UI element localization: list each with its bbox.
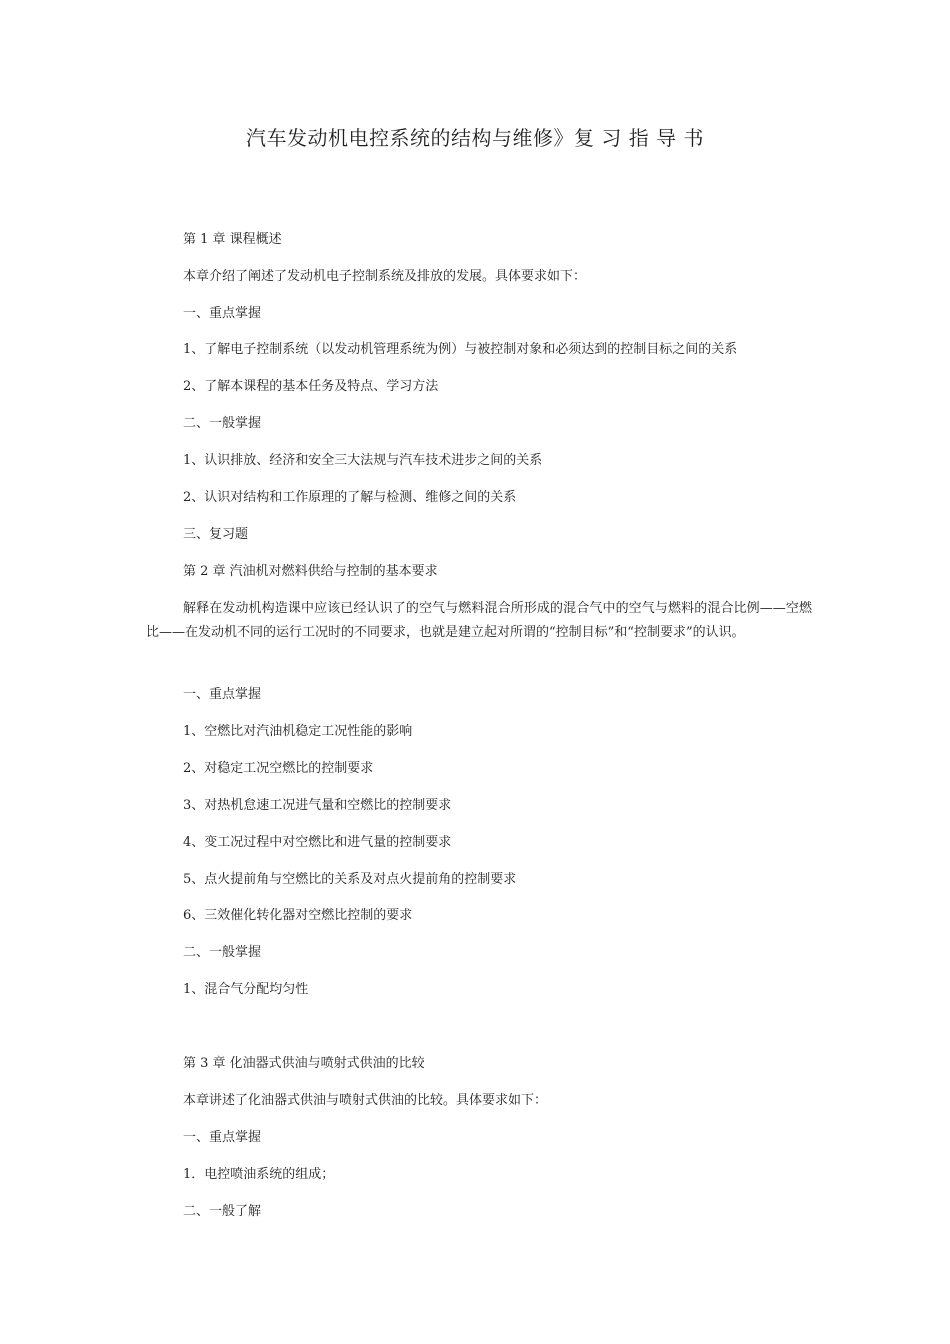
list-item: 2、对稳定工况空燃比的控制要求 — [183, 761, 374, 776]
section-heading: 三、复习题 — [183, 527, 249, 542]
list-item: 1、了解电子控制系统（以发动机管理系统为例）与被控制对象和必须达到的控制目标之间的关系 — [183, 342, 738, 357]
chapter-1-intro: 本章介绍了阐述了发动机电子控制系统及排放的发展。具体要求如下： — [183, 269, 587, 284]
list-item: 1．电控喷油系统的组成； — [183, 1167, 335, 1182]
section-heading: 二、一般掌握 — [183, 416, 262, 431]
chapter-2-paragraph: 解释在发动机构造课中应该已经认识了的空气与燃料混合所形成的混合气中的空气与燃料的混合比例——空燃比——在发动机不同的运行工况时的不同要求，也就是建立起对所谓的“控制目标”和“控制要求”的认识。 — [146, 601, 812, 640]
list-item: 5、点火提前角与空燃比的关系及对点火提前角的控制要求 — [183, 872, 517, 887]
section-heading: 一、重点掌握 — [183, 687, 262, 702]
chapter-3-heading: 第 3 章 化油器式供油与喷射式供油的比较 — [183, 1056, 425, 1071]
list-item: 6、三效催化转化器对空燃比控制的要求 — [183, 908, 413, 923]
list-item: 4、变工况过程中对空燃比和进气量的控制要求 — [183, 835, 452, 850]
chapter-3-intro: 本章讲述了化油器式供油与喷射式供油的比较。具体要求如下： — [183, 1093, 548, 1108]
section-heading: 二、一般了解 — [183, 1204, 262, 1219]
section-heading: 二、一般掌握 — [183, 945, 262, 960]
list-item: 3、对热机怠速工况进气量和空燃比的控制要求 — [183, 798, 452, 813]
section-heading: 一、重点掌握 — [183, 1130, 262, 1145]
list-item: 1、空燃比对汽油机稳定工况性能的影响 — [183, 724, 413, 739]
list-item: 2、认识对结构和工作原理的了解与检测、维修之间的关系 — [183, 490, 517, 505]
document-title: 汽车发动机电控系统的结构与维修》复 习 指 导 书 — [246, 126, 704, 150]
chapter-1-heading: 第 1 章 课程概述 — [183, 232, 282, 247]
chapter-2-heading: 第 2 章 汽油机对燃料供给与控制的基本要求 — [183, 564, 438, 579]
list-item: 2、了解本课程的基本任务及特点、学习方法 — [183, 379, 439, 394]
list-item: 1、认识排放、经济和安全三大法规与汽车技术进步之间的关系 — [183, 453, 543, 468]
list-item: 1、混合气分配均匀性 — [183, 982, 309, 997]
section-heading: 一、重点掌握 — [183, 306, 262, 321]
